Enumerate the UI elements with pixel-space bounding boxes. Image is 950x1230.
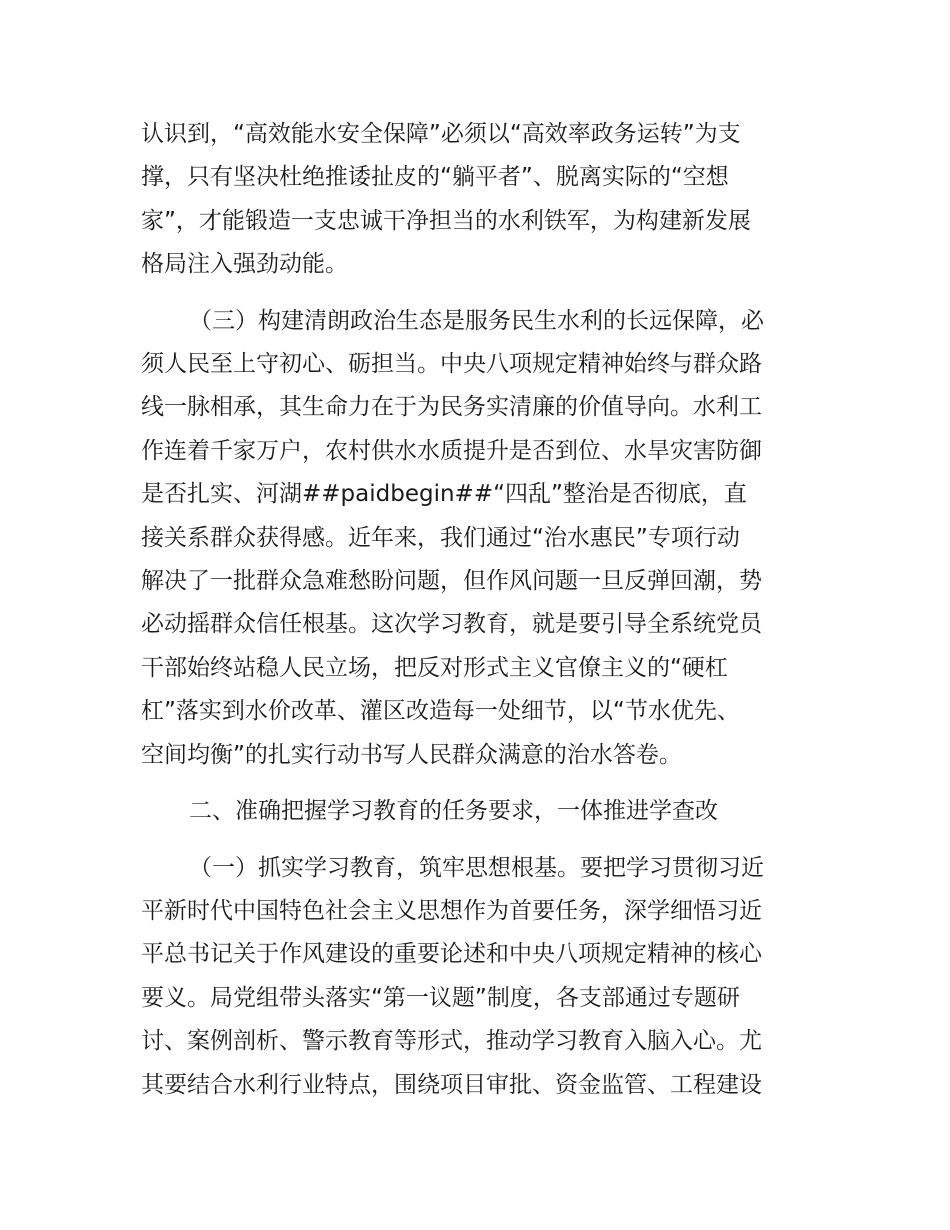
text-line: （三）构建清朗政治生态是服务民生水利的长远保障，必	[189, 307, 764, 334]
text-line: 解决了一批群众急难愁盼问题，但作风问题一旦反弹回潮，势	[141, 568, 762, 595]
section-heading-2	[141, 790, 813, 833]
text-line: 要义。局党组带头落实“第一议题”制度，各支部通过专题研	[141, 984, 740, 1011]
text-line: 平总书记关于作风建设的重要论述和中央八项规定精神的核心	[141, 941, 762, 968]
paragraph-subsection-1	[141, 847, 813, 1107]
text-line: 空间均衡”的扎实行动书写人民群众满意的治水答卷。	[141, 741, 682, 768]
text-line: 撑，只有坚决杜绝推诿扯皮的“躺平者”、脱离实际的“空想	[141, 164, 729, 191]
paragraph-continuation	[141, 113, 813, 287]
text-line: （一）抓实学习教育，筑牢思想根基。要把学习贯彻习近	[189, 854, 764, 881]
text-line: 格局注入强劲动能。	[141, 251, 348, 278]
text-line: 其要结合水利行业特点，围绕项目审批、资金监管、工程建设	[141, 1071, 762, 1098]
text-line: 必动摇群众信任根基。这次学习教育，就是要引导全系统党员	[141, 611, 762, 638]
heading-line: 二、准确把握学习教育的任务要求，一体推进学查改	[189, 798, 718, 825]
text-line: 干部始终站稳人民立场，把反对形式主义官僚主义的“硬杠	[141, 654, 728, 681]
text-line: 接关系群众获得感。近年来，我们通过“治水惠民”专项行动	[141, 524, 740, 551]
text-line: 讨、案例剖析、警示教育等形式，推动学习教育入脑入心。尤	[141, 1028, 762, 1055]
paragraph-section-3	[141, 300, 813, 777]
text-line: 线一脉相承，其生命力在于为民务实清廉的价值导向。水利工	[141, 394, 762, 421]
text-line: 家”，才能锻造一支忠诚干净担当的水利铁军，为构建新发展	[141, 207, 751, 234]
text-line: 认识到，“高效能水安全保障”必须以“高效率政务运转”为支	[141, 121, 741, 147]
text-line: 平新时代中国特色社会主义思想作为首要任务，深学细悟习近	[141, 897, 762, 924]
text-line: 杠”落实到水价改革、灌区改造每一处细节，以“节水优先、	[141, 698, 740, 725]
text-line: 是否扎实、河湖##paidbegin##“四乱”整治是否彻底，直	[141, 481, 747, 508]
document-body	[141, 113, 813, 1107]
text-line: 作连着千家万户，农村供水水质提升是否到位、水旱灾害防御	[141, 437, 762, 464]
text-line: 须人民至上守初心、砺担当。中央八项规定精神始终与群众路	[141, 351, 762, 378]
